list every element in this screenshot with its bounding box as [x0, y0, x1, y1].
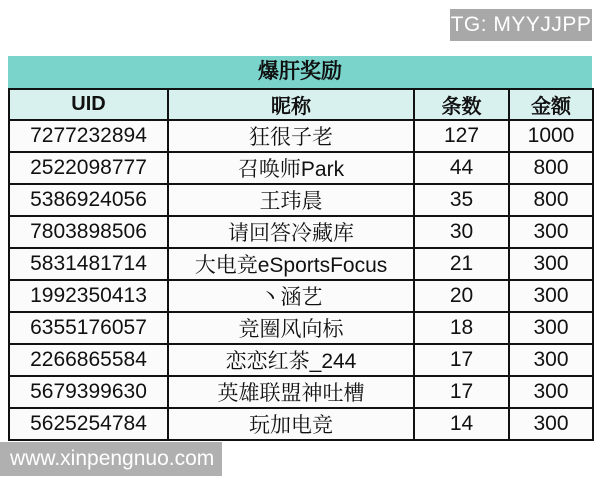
- column-header-amount: 金额: [509, 89, 593, 120]
- uid-cell: 5386924056: [9, 184, 168, 216]
- count-cell: 44: [414, 152, 509, 184]
- tg-contact-badge: TG: MYYJJPP: [450, 9, 592, 41]
- watermark-badge: www.xinpengnuo.com: [0, 442, 222, 476]
- amount-cell: 300: [509, 376, 593, 408]
- table-title: 爆肝奖励: [8, 56, 592, 88]
- uid-cell: 7803898506: [9, 216, 168, 248]
- rewards-table: [8, 88, 594, 441]
- count-cell: 18: [414, 312, 509, 344]
- table-header-row: [9, 89, 593, 120]
- count-cell: 17: [414, 376, 509, 408]
- amount-cell: 300: [509, 248, 593, 280]
- table-row: [9, 152, 593, 184]
- amount-cell: 1000: [509, 120, 593, 152]
- count-cell: 14: [414, 408, 509, 440]
- nickname-cell: 英雄联盟神吐槽: [168, 376, 414, 408]
- amount-cell: 300: [509, 344, 593, 376]
- count-cell: 127: [414, 120, 509, 152]
- table-row: [9, 248, 593, 280]
- table-row: [9, 120, 593, 152]
- uid-cell: 2266865584: [9, 344, 168, 376]
- count-cell: 30: [414, 216, 509, 248]
- table-row: [9, 280, 593, 312]
- column-header-count: 条数: [414, 89, 509, 120]
- nickname-cell: 王玮晨: [168, 184, 414, 216]
- column-header-uid: UID: [9, 89, 168, 120]
- count-cell: 17: [414, 344, 509, 376]
- count-cell: 20: [414, 280, 509, 312]
- rewards-table-container: [8, 56, 592, 441]
- nickname-cell: 大电竞eSportsFocus: [168, 248, 414, 280]
- uid-cell: 2522098777: [9, 152, 168, 184]
- amount-cell: 300: [509, 280, 593, 312]
- uid-cell: 1992350413: [9, 280, 168, 312]
- column-header-nickname: 昵称: [168, 89, 414, 120]
- uid-cell: 5831481714: [9, 248, 168, 280]
- nickname-cell: 竞圈风向标: [168, 312, 414, 344]
- nickname-cell: 召唤师Park: [168, 152, 414, 184]
- nickname-cell: 恋恋红茶_244: [168, 344, 414, 376]
- uid-cell: 6355176057: [9, 312, 168, 344]
- uid-cell: 5679399630: [9, 376, 168, 408]
- table-row: [9, 376, 593, 408]
- nickname-cell: 丶涵艺: [168, 280, 414, 312]
- uid-cell: 5625254784: [9, 408, 168, 440]
- table-row: [9, 344, 593, 376]
- amount-cell: 800: [509, 152, 593, 184]
- table-row: [9, 312, 593, 344]
- amount-cell: 800: [509, 184, 593, 216]
- nickname-cell: 玩加电竞: [168, 408, 414, 440]
- amount-cell: 300: [509, 312, 593, 344]
- nickname-cell: 请回答冷藏库: [168, 216, 414, 248]
- table-row: [9, 408, 593, 440]
- uid-cell: 7277232894: [9, 120, 168, 152]
- table-row: [9, 184, 593, 216]
- table-row: [9, 216, 593, 248]
- count-cell: 21: [414, 248, 509, 280]
- amount-cell: 300: [509, 408, 593, 440]
- nickname-cell: 狂很子老: [168, 120, 414, 152]
- count-cell: 35: [414, 184, 509, 216]
- amount-cell: 300: [509, 216, 593, 248]
